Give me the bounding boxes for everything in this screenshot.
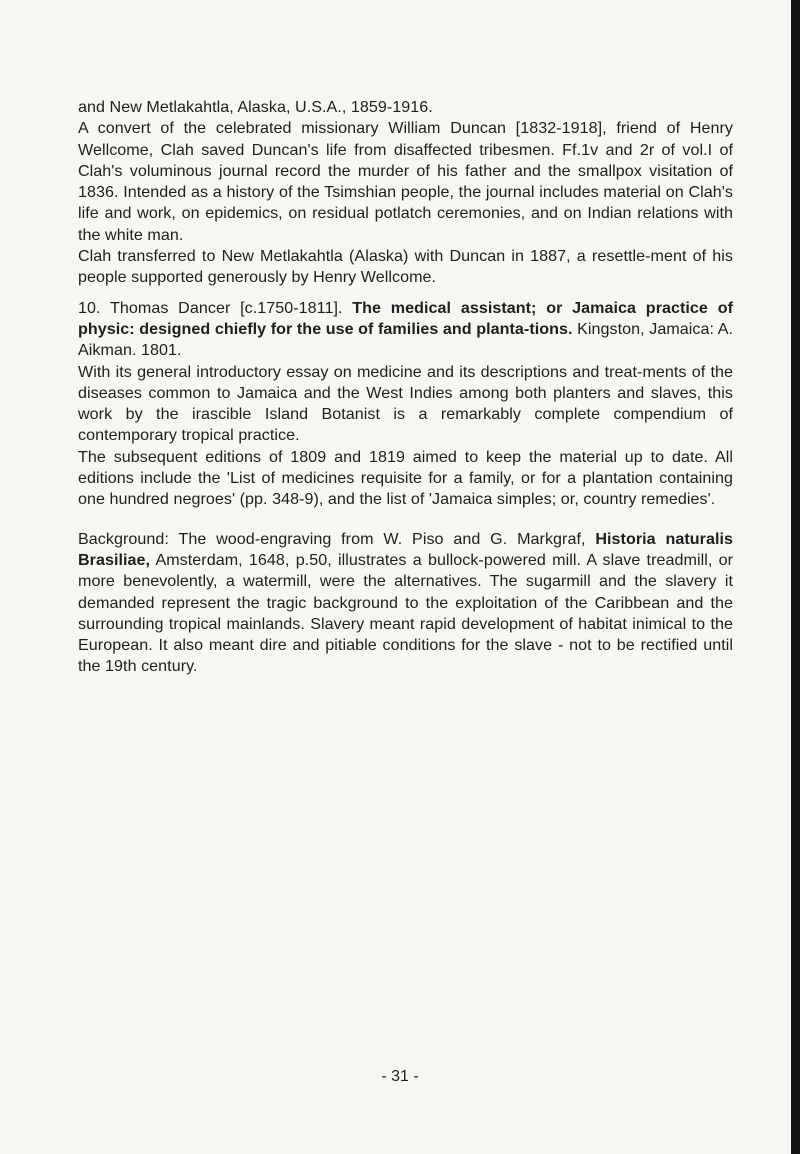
entry-10-imprint: Kingston, Jamaica: A. Aikman. 1801. <box>78 319 734 360</box>
entry-9-paragraph-2: Clah transferred to New Metlakahtla (Alaska) with Duncan in 1887, a resettle-ment of his people supported generously by Henry Wellcome. <box>78 247 733 287</box>
entry-9-heading: and New Metlakahtla, Alaska, U.S.A., 1859-1916. <box>78 98 433 116</box>
entry-10-citation <box>78 298 733 362</box>
entry-10-paragraph-2: The subsequent editions of 1809 and 1819 aimed to keep the material up to date. All editions include the 'List of medicines requisite for a family, or for a plantation containing one hundred negroes' (pp. 348-9), and the list of 'Jamaica simples; or, country remedies'. <box>78 447 733 509</box>
background-text: Amsterdam, 1648, p.50, illustrates a bullock-powered mill. A slave treadmill, or more benevolently, a watermill, were the alternatives. The sugarmill and the slavery it demanded represent the tragic background to the exploitation of the Caribbean and the surrounding tropical mainlands. Slavery meant rapid development of habitat inimical to the European. It also meant dire and pitiable conditions for the slave - not to be rectified until the 19th century. <box>78 550 733 676</box>
scan-edge <box>791 0 800 1154</box>
entry-10-title: The medical assistant; or Jamaica practice of physic: designed chiefly for the use of families and planta-tions. <box>78 298 733 338</box>
background-paragraph <box>78 529 733 678</box>
background-lead: Background: The wood-engraving from W. Piso and G. Markgraf, <box>78 529 586 548</box>
entry-10-author: 10. Thomas Dancer [c.1750-1811]. <box>78 298 343 317</box>
page-number: - 31 - <box>381 1068 419 1085</box>
entry-9-paragraph-1: A convert of the celebrated missionary William Duncan [1832-1918], friend of Henry Wellcome, Clah saved Duncan's life from disaffected tribesmen. Ff.1v and 2r of vol.I of Clah's voluminous journal record the murder of his father and the smallpox visitation of 1836. Intended as a history of the Tsimshian people, the journal includes material on Clah's life and work, on epidemics, on residual potlatch ceremonies, and on Indian relations with the white man. <box>78 119 733 244</box>
background-work-title: Historia naturalis Brasiliae, <box>78 529 734 569</box>
page-body <box>78 97 733 678</box>
entry-10-paragraph-1: With its general introductory essay on medicine and its descriptions and treat-ments of the diseases common to Jamaica and the West Indies among both planters and slaves, this work by the irascible Island Botanist is a remarkably complete compendium of contemporary tropical practice. <box>78 362 733 445</box>
